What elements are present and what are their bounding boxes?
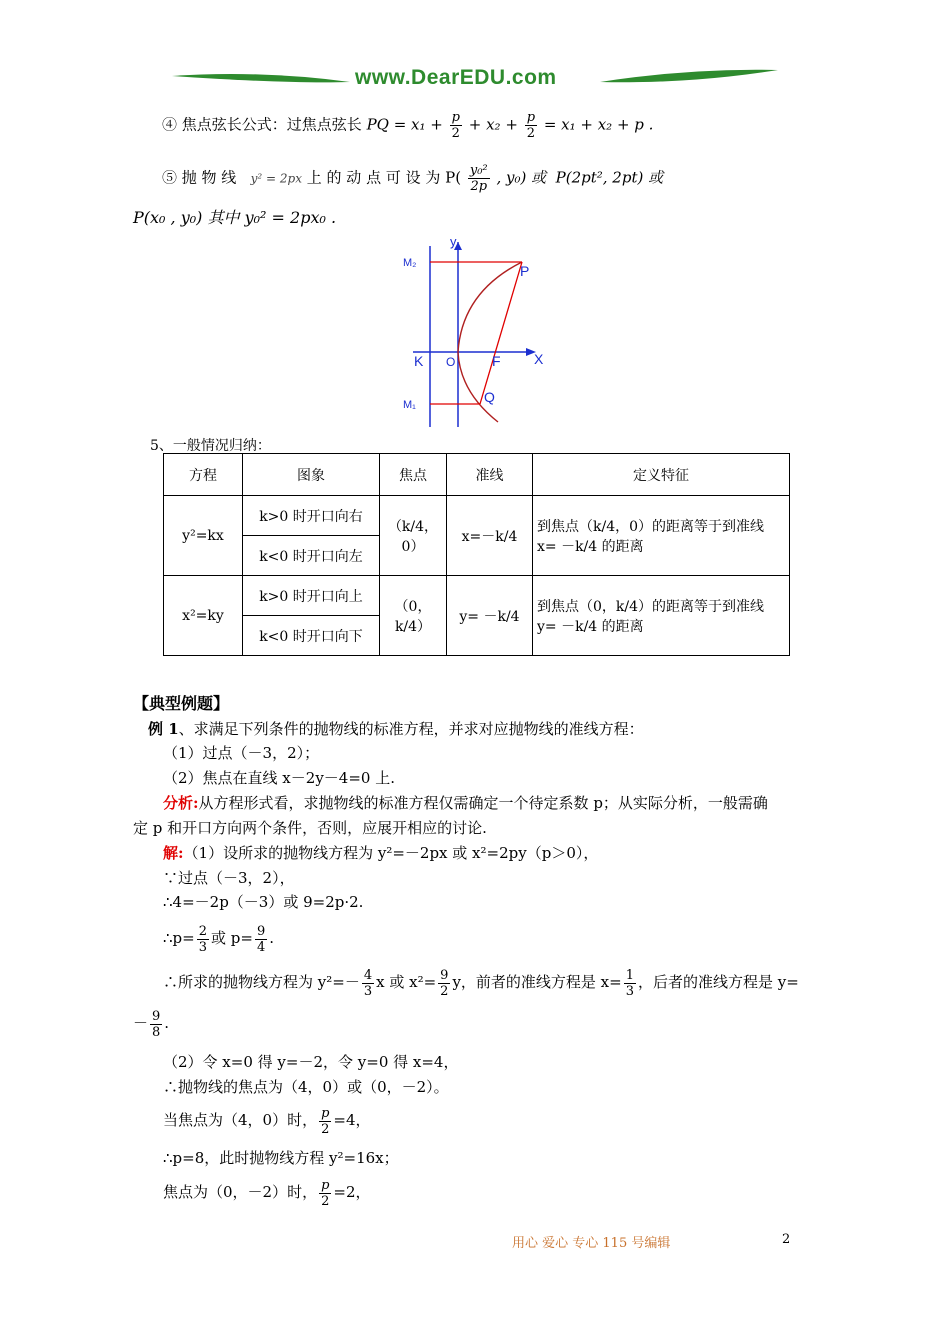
sol9: 当焦点为（4，0）时， $\frac{p}{2}$ =4， — [163, 1105, 371, 1137]
sol10: ∴p=8，此时抛物线方程 y²=16x； — [163, 1149, 399, 1167]
item5-line2: P(x₀ , y₀) 其中 y₀² = 2px₀ . — [133, 208, 337, 227]
cond2: （2）焦点在直线 x－2y－4=0 上. — [163, 769, 395, 787]
analysis-line1: 分析:从方程形式看，求抛物线的标准方程仅需确定一个待定系数 p；从实际分析，一般需确 — [163, 794, 768, 812]
sol7: （2）令 x=0 得 y=－2，令 y=0 得 x=4， — [163, 1053, 459, 1071]
label-o: O — [446, 355, 456, 369]
header-cell: 定义特征 — [533, 454, 790, 496]
eq-cell: x²=ky — [164, 576, 243, 656]
sol6: － $\frac{9}{8}$ . — [133, 1008, 170, 1040]
sol2: ∵过点（－3，2）， — [163, 869, 295, 887]
parabola-upper — [458, 262, 522, 352]
directrix-cell: y= －k/4 — [447, 576, 533, 656]
sol4: ∴p= $\frac{2}{3}$ 或 p= $\frac{9}{4}$ . — [163, 923, 275, 955]
parabola-figure — [398, 232, 558, 432]
directrix-cell: x=－k/4 — [447, 496, 533, 576]
header-banner-text: www.DearEDU.com — [355, 66, 557, 89]
cond1: （1）过点（－3，2）； — [163, 744, 320, 762]
summary-table — [163, 453, 790, 656]
label-q: Q — [484, 389, 495, 405]
examples-title: 【典型例题】 — [133, 694, 230, 713]
header-cell: 焦点 — [380, 454, 447, 496]
header-cell: 图象 — [243, 454, 380, 496]
sol1: 解:（1）设所求的抛物线方程为 y²=－2px 或 x²=2py（p＞0）， — [163, 844, 599, 862]
focal-chord — [480, 262, 522, 404]
label-y: y — [450, 234, 457, 249]
sol5: ∴所求的抛物线方程为 y²=－ $\frac{4}{3}$ x 或 x²= $\frac{9}{2}$ y，前者的准线方程是 x= $\frac{1}{3}$ ，后者的准线方程是 y= — [163, 967, 799, 999]
sol3: ∴4=－2p（－3）或 9=2p·2. — [163, 893, 364, 911]
header-cell: 方程 — [164, 454, 243, 496]
sol11: 焦点为（0，－2）时， $\frac{p}{2}$ =2， — [163, 1177, 371, 1209]
label-p: P — [520, 263, 530, 279]
label-k: K — [414, 353, 424, 369]
graph-cell: k<0 时开口向下 — [243, 616, 380, 656]
label-m2: M₂ — [403, 257, 417, 269]
page-number: 2 — [782, 1232, 791, 1247]
summary-heading: 5、一般情况归纳： — [150, 438, 271, 454]
label-m1: M₁ — [403, 399, 416, 411]
item4-line: ④ 焦点弦长公式：过焦点弦长 PQ = x₁ + $\frac{p}{2}$ + x₂ + $\frac{p}{2}$ = x₁ + x₂ + p . — [162, 110, 654, 141]
label-x: X — [534, 351, 544, 367]
ex1-line: 例 1、求满足下列条件的抛物线的标准方程，并求对应抛物线的准线方程： — [148, 720, 644, 738]
def-cell: 到焦点（0，k/4）的距离等于到准线 y= －k/4 的距离 — [533, 576, 790, 656]
label-f: F — [492, 353, 501, 369]
eq-cell: y²=kx — [164, 496, 243, 576]
graph-cell: k<0 时开口向左 — [243, 536, 380, 576]
header-cell: 准线 — [447, 454, 533, 496]
graph-cell: k>0 时开口向右 — [243, 496, 380, 536]
def-cell: 到焦点（k/4，0）的距离等于到准线 x= －k/4 的距离 — [533, 496, 790, 576]
footer-text: 用心 爱心 专心 115 号编辑 — [512, 1236, 671, 1251]
item5-line: ⑤ 抛 物 线 y² = 2px 上 的 动 点 可 设 为 P( $\frac{\text{y₀²}}{2p}$ , y₀) 或 P(2pt², 2pt) 或 — [162, 163, 664, 194]
graph-cell: k>0 时开口向上 — [243, 576, 380, 616]
sol8: ∴抛物线的焦点为（4，0）或（0，－2）。 — [163, 1078, 449, 1096]
analysis-line2: 定 p 和开口方向两个条件，否则，应展开相应的讨论. — [133, 819, 487, 837]
focus-cell: （0，k/4） — [380, 576, 447, 656]
focus-cell: （k/4，0） — [380, 496, 447, 576]
